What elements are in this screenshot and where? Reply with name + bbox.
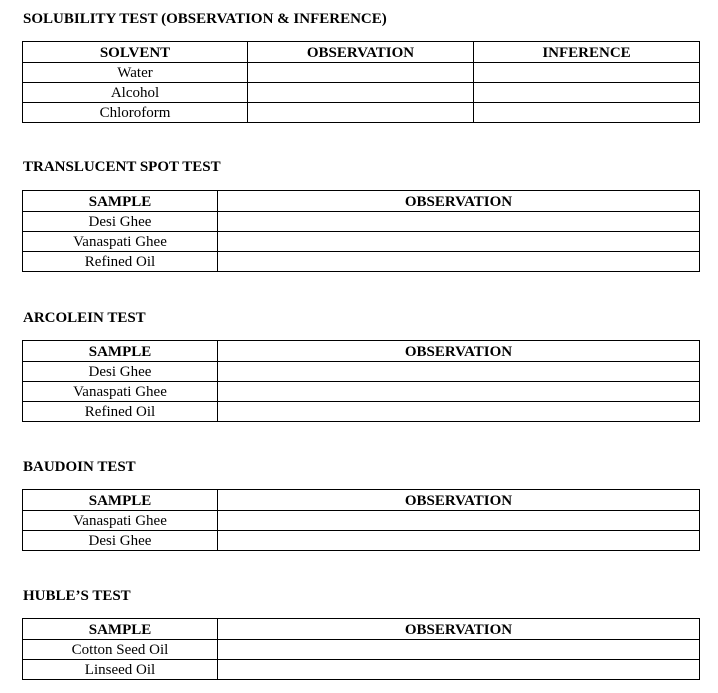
table-row [23, 103, 700, 123]
baudoin-test-heading: BAUDOIN TEST [23, 459, 136, 475]
inference-cell[interactable] [474, 63, 700, 83]
solubility-table [22, 41, 700, 123]
table-row [23, 640, 700, 660]
column-header-sample: SAMPLE [23, 341, 218, 362]
column-header-observation: OBSERVATION [218, 490, 700, 511]
table-header-row [23, 42, 700, 63]
observation-cell[interactable] [218, 640, 700, 660]
observation-cell[interactable] [218, 212, 700, 232]
column-header-sample: SAMPLE [23, 490, 218, 511]
table-row [23, 212, 700, 232]
column-header-solvent: SOLVENT [23, 42, 248, 63]
column-header-observation: OBSERVATION [218, 619, 700, 640]
observation-cell[interactable] [218, 660, 700, 680]
column-header-observation: OBSERVATION [248, 42, 474, 63]
sample-cell: Refined Oil [23, 402, 218, 422]
table-header-row [23, 341, 700, 362]
baudoin-table [22, 489, 700, 551]
sample-cell: Refined Oil [23, 252, 218, 272]
column-header-inference: INFERENCE [474, 42, 700, 63]
translucent-spot-test-heading: TRANSLUCENT SPOT TEST [23, 159, 221, 175]
table-row [23, 83, 700, 103]
solvent-cell: Chloroform [23, 103, 248, 123]
observation-cell[interactable] [248, 103, 474, 123]
sample-cell: Vanaspati Ghee [23, 511, 218, 531]
table-header-row [23, 191, 700, 212]
column-header-sample: SAMPLE [23, 619, 218, 640]
observation-cell[interactable] [248, 63, 474, 83]
sample-cell: Vanaspati Ghee [23, 232, 218, 252]
huble-table [22, 618, 700, 680]
column-header-observation: OBSERVATION [218, 191, 700, 212]
table-row [23, 531, 700, 551]
solvent-cell: Water [23, 63, 248, 83]
sample-cell: Linseed Oil [23, 660, 218, 680]
table-row [23, 402, 700, 422]
table-row [23, 511, 700, 531]
column-header-sample: SAMPLE [23, 191, 218, 212]
sample-cell: Desi Ghee [23, 212, 218, 232]
translucent-spot-table [22, 190, 700, 272]
solubility-test-heading: SOLUBILITY TEST (OBSERVATION & INFERENCE) [23, 11, 387, 27]
arcolein-test-heading: ARCOLEIN TEST [23, 310, 146, 326]
observation-cell[interactable] [218, 402, 700, 422]
observation-cell[interactable] [248, 83, 474, 103]
observation-cell[interactable] [218, 252, 700, 272]
sample-cell: Desi Ghee [23, 531, 218, 551]
table-row [23, 252, 700, 272]
table-row [23, 362, 700, 382]
table-row [23, 63, 700, 83]
table-row [23, 660, 700, 680]
observation-cell[interactable] [218, 511, 700, 531]
observation-cell[interactable] [218, 232, 700, 252]
table-row [23, 382, 700, 402]
arcolein-table [22, 340, 700, 422]
observation-cell[interactable] [218, 362, 700, 382]
inference-cell[interactable] [474, 103, 700, 123]
sample-cell: Cotton Seed Oil [23, 640, 218, 660]
observation-cell[interactable] [218, 531, 700, 551]
table-row [23, 232, 700, 252]
observation-cell[interactable] [218, 382, 700, 402]
inference-cell[interactable] [474, 83, 700, 103]
table-header-row [23, 619, 700, 640]
solvent-cell: Alcohol [23, 83, 248, 103]
sample-cell: Desi Ghee [23, 362, 218, 382]
huble-test-heading: HUBLE’S TEST [23, 588, 131, 604]
table-header-row [23, 490, 700, 511]
column-header-observation: OBSERVATION [218, 341, 700, 362]
sample-cell: Vanaspati Ghee [23, 382, 218, 402]
